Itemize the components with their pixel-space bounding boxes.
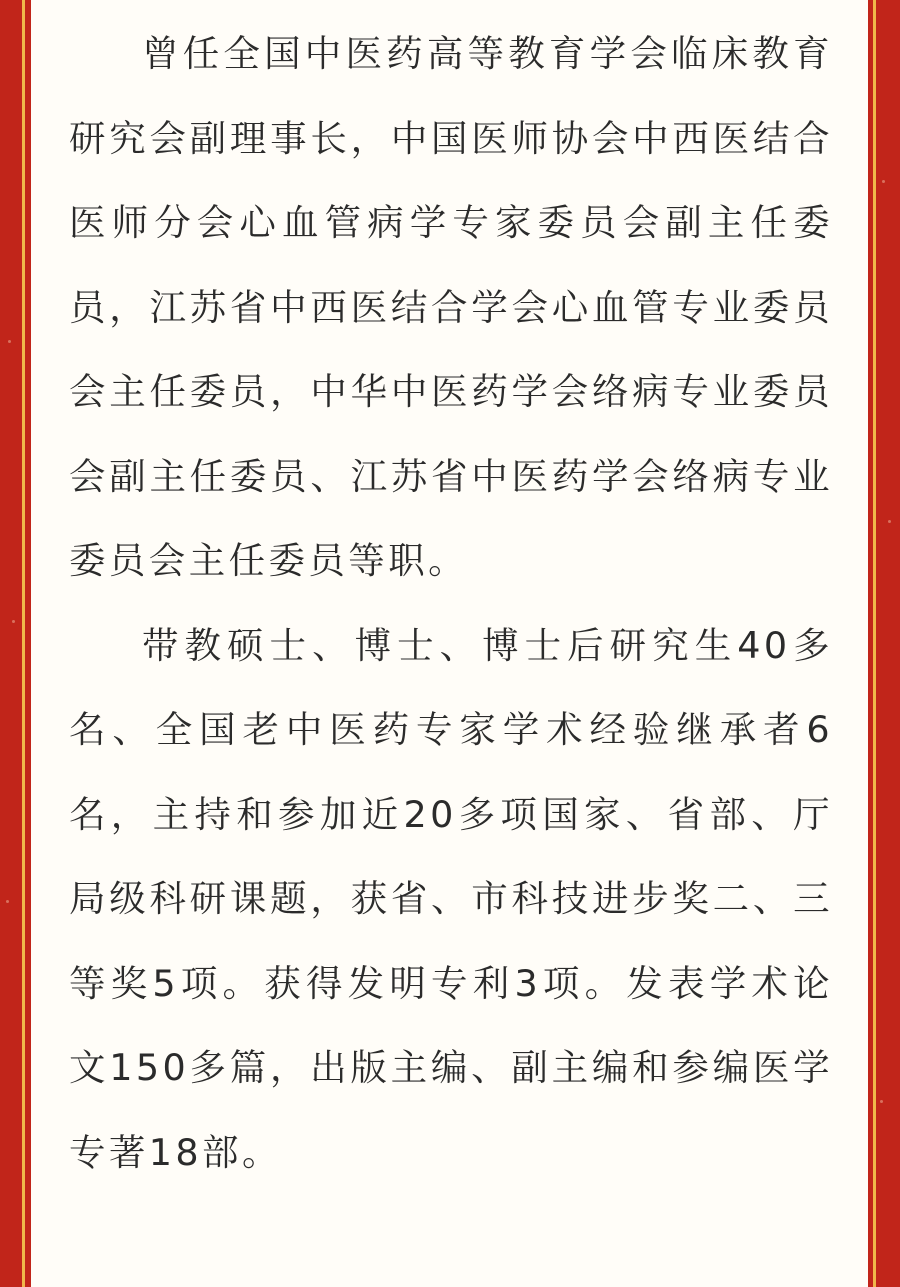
decor-speck	[12, 620, 15, 623]
decor-speck	[6, 900, 9, 903]
left-gold-border	[22, 0, 25, 1287]
paragraph-positions: 曾任全国中医药高等教育学会临床教育研究会副理事长，中国医师协会中西医结合医师分会心血管病学专家委员会副主任委员，江苏省中西医结合学会心血管专业委员会主任委员，中华中医药学会络病专业委员会副主任委员、江苏省中医药学会络病专业委员会主任委员等职。	[69, 32, 833, 582]
right-gold-border	[873, 0, 876, 1287]
decor-speck	[880, 1100, 883, 1103]
decor-speck	[888, 520, 891, 523]
decor-speck	[882, 180, 885, 183]
decor-speck	[8, 340, 11, 343]
article-body	[69, 12, 833, 1195]
paragraph-achievements: 带教硕士、博士、博士后研究生40多名、全国老中医药专家学术经验继承者6名，主持和参加近20多项国家、省部、厅局级科研课题，获省、市科技进步奖二、三等奖5项。获得发明专利3项。发表学术论文150多篇，出版主编、副主编和参编医学专著18部。	[69, 623, 833, 1174]
